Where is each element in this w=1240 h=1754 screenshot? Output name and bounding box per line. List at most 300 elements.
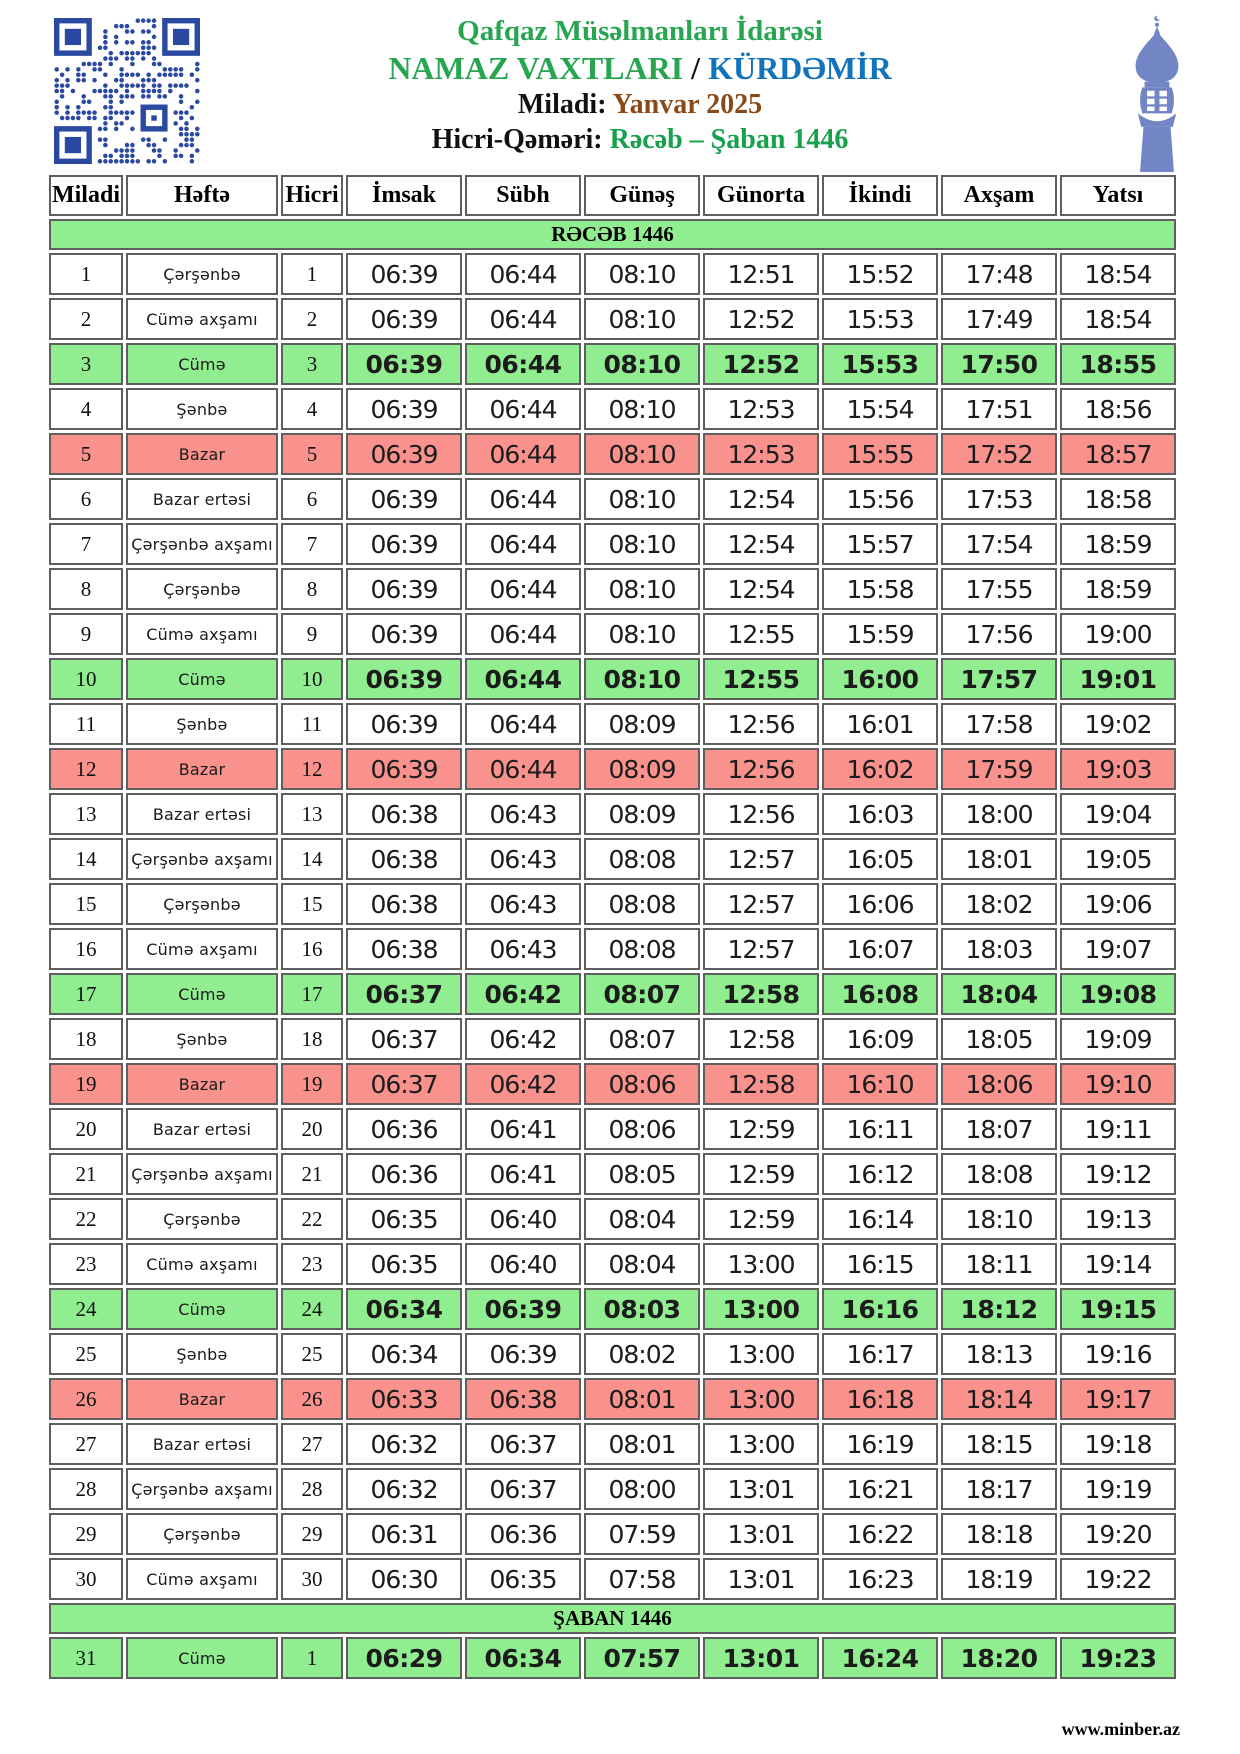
cell-time-axsam: 17:56 xyxy=(941,613,1057,655)
cell-time-yatsi: 19:17 xyxy=(1060,1378,1176,1420)
cell-time-gunorta: 12:57 xyxy=(703,883,819,925)
column-header: İmsak xyxy=(346,175,462,216)
cell-miladi: 30 xyxy=(49,1558,123,1600)
cell-time-ikindi: 16:14 xyxy=(822,1198,938,1240)
cell-time-ikindi: 15:58 xyxy=(822,568,938,610)
column-header: Günorta xyxy=(703,175,819,216)
cell-time-axsam: 17:51 xyxy=(941,388,1057,430)
cell-time-gunes: 08:10 xyxy=(584,343,700,385)
cell-weekday: Çərşənbə xyxy=(126,883,278,925)
cell-time-ikindi: 16:22 xyxy=(822,1513,938,1555)
cell-time-ikindi: 16:16 xyxy=(822,1288,938,1330)
cell-time-yatsi: 18:55 xyxy=(1060,343,1176,385)
cell-time-gunorta: 12:53 xyxy=(703,433,819,475)
cell-weekday: Bazar ertəsi xyxy=(126,478,278,520)
cell-time-imsak: 06:37 xyxy=(346,1063,462,1105)
cell-hicri: 20 xyxy=(281,1108,343,1150)
cell-time-subh: 06:43 xyxy=(465,883,581,925)
table-row xyxy=(49,1288,1176,1330)
table-row xyxy=(49,1468,1176,1510)
cell-miladi: 24 xyxy=(49,1288,123,1330)
cell-time-gunes: 08:06 xyxy=(584,1063,700,1105)
cell-time-ikindi: 16:03 xyxy=(822,793,938,835)
cell-hicri: 12 xyxy=(281,748,343,790)
cell-time-ikindi: 16:17 xyxy=(822,1333,938,1375)
cell-weekday: Bazar xyxy=(126,748,278,790)
cell-time-gunes: 08:09 xyxy=(584,748,700,790)
cell-time-gunorta: 12:55 xyxy=(703,613,819,655)
cell-time-gunes: 08:10 xyxy=(584,613,700,655)
cell-time-imsak: 06:39 xyxy=(346,703,462,745)
cell-hicri: 6 xyxy=(281,478,343,520)
cell-hicri: 10 xyxy=(281,658,343,700)
section-row xyxy=(49,219,1176,250)
cell-miladi: 29 xyxy=(49,1513,123,1555)
cell-time-gunes: 07:59 xyxy=(584,1513,700,1555)
cell-time-yatsi: 18:54 xyxy=(1060,253,1176,295)
table-row xyxy=(49,703,1176,745)
cell-weekday: Çərşənbə xyxy=(126,253,278,295)
cell-time-gunes: 08:08 xyxy=(584,883,700,925)
cell-time-yatsi: 19:00 xyxy=(1060,613,1176,655)
cell-miladi: 7 xyxy=(49,523,123,565)
cell-weekday: Cümə xyxy=(126,658,278,700)
cell-time-axsam: 18:02 xyxy=(941,883,1057,925)
cell-weekday: Çərşənbə axşamı xyxy=(126,1468,278,1510)
cell-time-gunorta: 13:00 xyxy=(703,1423,819,1465)
table-row xyxy=(49,478,1176,520)
cell-time-subh: 06:44 xyxy=(465,343,581,385)
cell-weekday: Çərşənbə axşamı xyxy=(126,1153,278,1195)
cell-time-imsak: 06:38 xyxy=(346,883,462,925)
cell-hicri: 25 xyxy=(281,1333,343,1375)
cell-hicri: 8 xyxy=(281,568,343,610)
cell-time-ikindi: 16:24 xyxy=(822,1637,938,1679)
cell-weekday: Cümə axşamı xyxy=(126,928,278,970)
cell-time-imsak: 06:36 xyxy=(346,1153,462,1195)
cell-miladi: 22 xyxy=(49,1198,123,1240)
cell-time-gunorta: 12:59 xyxy=(703,1153,819,1195)
cell-time-yatsi: 19:11 xyxy=(1060,1108,1176,1150)
cell-time-ikindi: 16:00 xyxy=(822,658,938,700)
table-row xyxy=(49,1198,1176,1240)
cell-hicri: 15 xyxy=(281,883,343,925)
cell-time-subh: 06:37 xyxy=(465,1468,581,1510)
cell-time-axsam: 17:52 xyxy=(941,433,1057,475)
section-title: ŞABAN 1446 xyxy=(49,1603,1176,1634)
cell-time-axsam: 18:11 xyxy=(941,1243,1057,1285)
cell-time-imsak: 06:30 xyxy=(346,1558,462,1600)
cell-time-imsak: 06:39 xyxy=(346,613,462,655)
cell-time-subh: 06:43 xyxy=(465,838,581,880)
cell-weekday: Çərşənbə axşamı xyxy=(126,523,278,565)
cell-miladi: 23 xyxy=(49,1243,123,1285)
cell-time-axsam: 18:06 xyxy=(941,1063,1057,1105)
cell-hicri: 1 xyxy=(281,1637,343,1679)
section-row xyxy=(49,1603,1176,1634)
cell-time-gunorta: 12:57 xyxy=(703,928,819,970)
cell-time-axsam: 18:07 xyxy=(941,1108,1057,1150)
cell-miladi: 26 xyxy=(49,1378,123,1420)
cell-time-subh: 06:40 xyxy=(465,1243,581,1285)
cell-time-imsak: 06:38 xyxy=(346,793,462,835)
cell-miladi: 1 xyxy=(49,253,123,295)
cell-miladi: 14 xyxy=(49,838,123,880)
column-header: Günəş xyxy=(584,175,700,216)
column-header: İkindi xyxy=(822,175,938,216)
cell-weekday: Çərşənbə xyxy=(126,568,278,610)
cell-time-gunorta: 12:58 xyxy=(703,1018,819,1060)
table-row xyxy=(49,1637,1176,1679)
cell-weekday: Cümə xyxy=(126,343,278,385)
cell-time-axsam: 18:14 xyxy=(941,1378,1057,1420)
cell-time-subh: 06:36 xyxy=(465,1513,581,1555)
cell-weekday: Cümə xyxy=(126,973,278,1015)
cell-time-imsak: 06:31 xyxy=(346,1513,462,1555)
cell-hicri: 16 xyxy=(281,928,343,970)
table-row xyxy=(49,1513,1176,1555)
cell-weekday: Çərşənbə axşamı xyxy=(126,838,278,880)
table-row xyxy=(49,523,1176,565)
cell-time-yatsi: 18:59 xyxy=(1060,568,1176,610)
cell-weekday: Bazar xyxy=(126,1378,278,1420)
cell-time-ikindi: 16:21 xyxy=(822,1468,938,1510)
cell-time-yatsi: 18:54 xyxy=(1060,298,1176,340)
column-header: Həftə xyxy=(126,175,278,216)
miladi-value: Yanvar 2025 xyxy=(612,89,763,121)
cell-time-axsam: 18:05 xyxy=(941,1018,1057,1060)
cell-miladi: 9 xyxy=(49,613,123,655)
cell-time-subh: 06:44 xyxy=(465,703,581,745)
cell-hicri: 17 xyxy=(281,973,343,1015)
doc-title xyxy=(86,49,1194,88)
cell-time-imsak: 06:34 xyxy=(346,1333,462,1375)
hicri-label: Hicri-Qəməri: xyxy=(431,123,603,155)
cell-time-ikindi: 16:18 xyxy=(822,1378,938,1420)
cell-hicri: 29 xyxy=(281,1513,343,1555)
cell-hicri: 26 xyxy=(281,1378,343,1420)
cell-time-yatsi: 18:58 xyxy=(1060,478,1176,520)
cell-time-axsam: 18:20 xyxy=(941,1637,1057,1679)
cell-time-ikindi: 15:55 xyxy=(822,433,938,475)
cell-time-gunes: 08:10 xyxy=(584,478,700,520)
cell-time-yatsi: 19:15 xyxy=(1060,1288,1176,1330)
cell-time-ikindi: 15:53 xyxy=(822,343,938,385)
cell-time-ikindi: 15:56 xyxy=(822,478,938,520)
cell-time-ikindi: 16:05 xyxy=(822,838,938,880)
cell-hicri: 14 xyxy=(281,838,343,880)
cell-time-gunes: 07:58 xyxy=(584,1558,700,1600)
cell-weekday: Cümə axşamı xyxy=(126,613,278,655)
cell-hicri: 1 xyxy=(281,253,343,295)
cell-weekday: Şənbə xyxy=(126,1018,278,1060)
cell-hicri: 7 xyxy=(281,523,343,565)
cell-time-gunorta: 12:57 xyxy=(703,838,819,880)
cell-time-imsak: 06:37 xyxy=(346,1018,462,1060)
cell-hicri: 18 xyxy=(281,1018,343,1060)
cell-time-yatsi: 18:57 xyxy=(1060,433,1176,475)
cell-miladi: 28 xyxy=(49,1468,123,1510)
section-title: RƏCƏB 1446 xyxy=(49,219,1176,250)
cell-time-imsak: 06:39 xyxy=(346,523,462,565)
cell-time-gunes: 08:10 xyxy=(584,388,700,430)
cell-hicri: 21 xyxy=(281,1153,343,1195)
cell-time-imsak: 06:39 xyxy=(346,568,462,610)
cell-hicri: 4 xyxy=(281,388,343,430)
cell-time-yatsi: 19:20 xyxy=(1060,1513,1176,1555)
cell-time-gunes: 08:01 xyxy=(584,1378,700,1420)
minaret-icon xyxy=(1120,14,1194,172)
cell-time-gunorta: 12:51 xyxy=(703,253,819,295)
cell-time-imsak: 06:39 xyxy=(346,343,462,385)
cell-time-gunes: 08:02 xyxy=(584,1333,700,1375)
cell-time-ikindi: 16:12 xyxy=(822,1153,938,1195)
cell-time-gunes: 08:01 xyxy=(584,1423,700,1465)
miladi-label: Miladi: xyxy=(517,89,607,121)
cell-time-axsam: 18:13 xyxy=(941,1333,1057,1375)
cell-time-gunes: 08:03 xyxy=(584,1288,700,1330)
cell-time-ikindi: 16:15 xyxy=(822,1243,938,1285)
cell-hicri: 28 xyxy=(281,1468,343,1510)
website-link: www.minber.az xyxy=(1061,1719,1180,1739)
cell-time-subh: 06:41 xyxy=(465,1108,581,1150)
cell-time-yatsi: 19:18 xyxy=(1060,1423,1176,1465)
table-row xyxy=(49,1243,1176,1285)
cell-weekday: Cümə axşamı xyxy=(126,298,278,340)
cell-time-subh: 06:43 xyxy=(465,793,581,835)
cell-miladi: 12 xyxy=(49,748,123,790)
cell-weekday: Çərşənbə xyxy=(126,1513,278,1555)
cell-time-imsak: 06:39 xyxy=(346,433,462,475)
cell-time-yatsi: 19:23 xyxy=(1060,1637,1176,1679)
cell-miladi: 27 xyxy=(49,1423,123,1465)
table-row xyxy=(49,838,1176,880)
cell-hicri: 23 xyxy=(281,1243,343,1285)
cell-weekday: Şənbə xyxy=(126,388,278,430)
cell-time-subh: 06:35 xyxy=(465,1558,581,1600)
cell-time-ikindi: 15:53 xyxy=(822,298,938,340)
cell-miladi: 10 xyxy=(49,658,123,700)
cell-time-yatsi: 19:13 xyxy=(1060,1198,1176,1240)
column-header: Sübh xyxy=(465,175,581,216)
cell-time-subh: 06:44 xyxy=(465,388,581,430)
minaret-icon xyxy=(1120,14,1194,172)
cell-time-imsak: 06:34 xyxy=(346,1288,462,1330)
cell-time-imsak: 06:35 xyxy=(346,1198,462,1240)
org-title: Qafqaz Müsəlmanları İdarəsi xyxy=(457,15,823,47)
cell-time-gunorta: 13:00 xyxy=(703,1288,819,1330)
cell-time-subh: 06:43 xyxy=(465,928,581,970)
cell-time-subh: 06:40 xyxy=(465,1198,581,1240)
table-row xyxy=(49,1423,1176,1465)
cell-time-axsam: 17:48 xyxy=(941,253,1057,295)
table-row xyxy=(49,658,1176,700)
cell-time-axsam: 18:12 xyxy=(941,1288,1057,1330)
cell-hicri: 24 xyxy=(281,1288,343,1330)
city-name: KÜRDƏMİR xyxy=(708,50,892,87)
cell-time-yatsi: 19:03 xyxy=(1060,748,1176,790)
cell-time-axsam: 18:19 xyxy=(941,1558,1057,1600)
cell-time-axsam: 17:59 xyxy=(941,748,1057,790)
cell-time-gunorta: 13:00 xyxy=(703,1378,819,1420)
cell-time-axsam: 18:03 xyxy=(941,928,1057,970)
column-header: Miladi xyxy=(49,175,123,216)
cell-time-gunes: 08:05 xyxy=(584,1153,700,1195)
cell-time-imsak: 06:36 xyxy=(346,1108,462,1150)
cell-miladi: 31 xyxy=(49,1637,123,1679)
cell-time-yatsi: 19:19 xyxy=(1060,1468,1176,1510)
cell-time-gunes: 08:08 xyxy=(584,838,700,880)
cell-miladi: 3 xyxy=(49,343,123,385)
cell-time-ikindi: 16:08 xyxy=(822,973,938,1015)
table-row xyxy=(49,928,1176,970)
cell-time-subh: 06:44 xyxy=(465,253,581,295)
table-row xyxy=(49,1063,1176,1105)
cell-time-gunorta: 13:01 xyxy=(703,1513,819,1555)
cell-time-gunes: 08:06 xyxy=(584,1108,700,1150)
cell-time-yatsi: 19:06 xyxy=(1060,883,1176,925)
cell-time-gunes: 08:10 xyxy=(584,253,700,295)
cell-time-gunorta: 13:01 xyxy=(703,1637,819,1679)
cell-time-axsam: 18:10 xyxy=(941,1198,1057,1240)
cell-time-subh: 06:39 xyxy=(465,1288,581,1330)
cell-weekday: Şənbə xyxy=(126,703,278,745)
table-row xyxy=(49,343,1176,385)
cell-time-gunorta: 12:55 xyxy=(703,658,819,700)
cell-time-yatsi: 18:56 xyxy=(1060,388,1176,430)
cell-weekday: Cümə axşamı xyxy=(126,1243,278,1285)
column-header: Hicri xyxy=(281,175,343,216)
cell-time-subh: 06:42 xyxy=(465,973,581,1015)
table-row xyxy=(49,883,1176,925)
cell-time-gunorta: 12:59 xyxy=(703,1198,819,1240)
table-row xyxy=(49,1333,1176,1375)
cell-time-gunorta: 12:53 xyxy=(703,388,819,430)
cell-time-gunes: 08:04 xyxy=(584,1243,700,1285)
cell-time-gunorta: 12:56 xyxy=(703,748,819,790)
cell-time-subh: 06:44 xyxy=(465,478,581,520)
cell-weekday: Cümə xyxy=(126,1288,278,1330)
cell-time-imsak: 06:29 xyxy=(346,1637,462,1679)
cell-time-gunorta: 12:52 xyxy=(703,298,819,340)
cell-miladi: 5 xyxy=(49,433,123,475)
cell-hicri: 2 xyxy=(281,298,343,340)
table-row xyxy=(49,253,1176,295)
cell-weekday: Çərşənbə xyxy=(126,1198,278,1240)
cell-time-axsam: 18:17 xyxy=(941,1468,1057,1510)
cell-weekday: Cümə xyxy=(126,1637,278,1679)
cell-time-yatsi: 19:16 xyxy=(1060,1333,1176,1375)
cell-miladi: 20 xyxy=(49,1108,123,1150)
cell-time-imsak: 06:38 xyxy=(346,928,462,970)
cell-time-axsam: 17:57 xyxy=(941,658,1057,700)
cell-miladi: 6 xyxy=(49,478,123,520)
cell-time-yatsi: 19:02 xyxy=(1060,703,1176,745)
cell-hicri: 13 xyxy=(281,793,343,835)
cell-time-gunorta: 13:01 xyxy=(703,1468,819,1510)
cell-time-ikindi: 16:11 xyxy=(822,1108,938,1150)
cell-time-gunes: 08:09 xyxy=(584,703,700,745)
table-row xyxy=(49,1378,1176,1420)
cell-time-gunes: 08:07 xyxy=(584,973,700,1015)
cell-time-axsam: 17:50 xyxy=(941,343,1057,385)
cell-miladi: 19 xyxy=(49,1063,123,1105)
table-row xyxy=(49,748,1176,790)
cell-time-subh: 06:37 xyxy=(465,1423,581,1465)
hicri-line xyxy=(86,123,1194,157)
cell-time-ikindi: 16:10 xyxy=(822,1063,938,1105)
cell-time-axsam: 18:08 xyxy=(941,1153,1057,1195)
cell-time-axsam: 17:55 xyxy=(941,568,1057,610)
cell-hicri: 19 xyxy=(281,1063,343,1105)
cell-time-ikindi: 16:01 xyxy=(822,703,938,745)
cell-time-subh: 06:38 xyxy=(465,1378,581,1420)
cell-time-axsam: 17:53 xyxy=(941,478,1057,520)
cell-miladi: 4 xyxy=(49,388,123,430)
cell-miladi: 15 xyxy=(49,883,123,925)
cell-time-gunorta: 12:59 xyxy=(703,1108,819,1150)
header-section xyxy=(46,12,1194,172)
table-row xyxy=(49,793,1176,835)
cell-time-yatsi: 19:08 xyxy=(1060,973,1176,1015)
cell-miladi: 8 xyxy=(49,568,123,610)
cell-time-subh: 06:39 xyxy=(465,1333,581,1375)
cell-time-gunorta: 12:54 xyxy=(703,523,819,565)
table-row xyxy=(49,568,1176,610)
cell-time-gunes: 08:04 xyxy=(584,1198,700,1240)
cell-time-gunes: 08:09 xyxy=(584,793,700,835)
cell-time-gunorta: 12:58 xyxy=(703,973,819,1015)
cell-time-axsam: 17:58 xyxy=(941,703,1057,745)
cell-miladi: 13 xyxy=(49,793,123,835)
cell-weekday: Bazar ertəsi xyxy=(126,1423,278,1465)
cell-time-gunorta: 12:56 xyxy=(703,793,819,835)
cell-time-yatsi: 19:14 xyxy=(1060,1243,1176,1285)
prayer-times-table xyxy=(46,172,1179,1682)
cell-hicri: 3 xyxy=(281,343,343,385)
cell-weekday: Bazar ertəsi xyxy=(126,793,278,835)
cell-time-axsam: 18:04 xyxy=(941,973,1057,1015)
cell-miladi: 18 xyxy=(49,1018,123,1060)
cell-time-gunorta: 13:00 xyxy=(703,1333,819,1375)
cell-miladi: 11 xyxy=(49,703,123,745)
cell-time-ikindi: 16:09 xyxy=(822,1018,938,1060)
cell-time-gunes: 08:10 xyxy=(584,658,700,700)
cell-hicri: 30 xyxy=(281,1558,343,1600)
cell-time-ikindi: 16:06 xyxy=(822,883,938,925)
cell-time-subh: 06:44 xyxy=(465,658,581,700)
cell-weekday: Bazar ertəsi xyxy=(126,1108,278,1150)
doc-title-text: NAMAZ VAXTLARI xyxy=(388,50,684,87)
cell-time-gunorta: 13:00 xyxy=(703,1243,819,1285)
cell-time-subh: 06:44 xyxy=(465,613,581,655)
cell-time-subh: 06:44 xyxy=(465,298,581,340)
cell-time-subh: 06:42 xyxy=(465,1063,581,1105)
cell-miladi: 21 xyxy=(49,1153,123,1195)
cell-time-ikindi: 16:02 xyxy=(822,748,938,790)
cell-time-axsam: 18:18 xyxy=(941,1513,1057,1555)
cell-time-yatsi: 19:05 xyxy=(1060,838,1176,880)
cell-hicri: 27 xyxy=(281,1423,343,1465)
cell-time-imsak: 06:39 xyxy=(346,478,462,520)
cell-time-ikindi: 15:54 xyxy=(822,388,938,430)
cell-time-imsak: 06:33 xyxy=(346,1378,462,1420)
table-row xyxy=(49,1108,1176,1150)
cell-time-gunes: 08:10 xyxy=(584,298,700,340)
cell-time-gunes: 08:08 xyxy=(584,928,700,970)
cell-time-imsak: 06:39 xyxy=(346,253,462,295)
cell-time-axsam: 18:00 xyxy=(941,793,1057,835)
